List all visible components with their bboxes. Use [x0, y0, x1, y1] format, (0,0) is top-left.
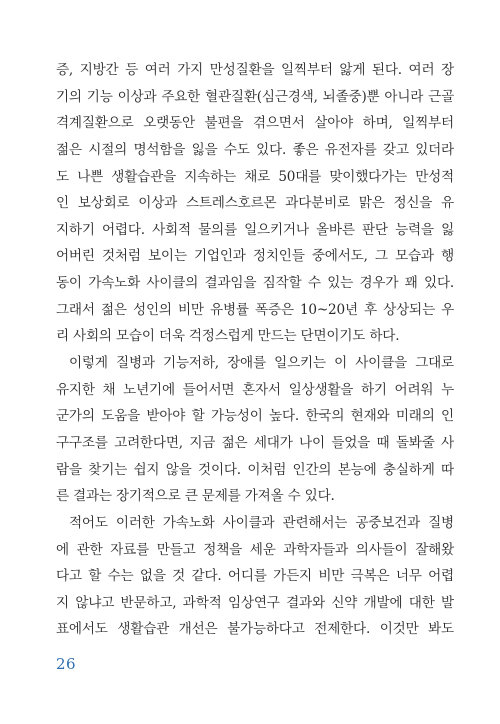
- text-line: 표에서도 생활습관 개선은 불가능하다고 전제한다. 이것만 봐도: [56, 621, 454, 638]
- text-line: 젊은 시절의 명석함을 잃을 수도 있다. 좋은 유전자를 갖고 있더라: [56, 141, 454, 158]
- text-line: 어버린 것처럼 보이는 기업인과 정치인들 중에서도, 그 모습과 행: [56, 248, 454, 265]
- text-line: 격계질환으로 오랫동안 불편을 겪으면서 살아야 하며, 일찍부터: [56, 115, 454, 132]
- text-line: 동이 가속노화 사이클의 결과임을 짐작할 수 있는 경우가 꽤 있다.: [56, 275, 454, 292]
- text-line: 증, 지방간 등 여러 가지 만성질환을 일찍부터 앓게 된다. 여러 장: [56, 62, 454, 78]
- text-line: 지하기 어렵다. 사회적 물의를 일으키거나 올바른 판단 능력을 잃: [56, 221, 454, 238]
- text-line: 기의 기능 이상과 주요한 혈관질환(심근경색, 뇌졸중)뿐 아니라 근골: [56, 88, 454, 105]
- text-line: 람을 찾기는 쉽지 않을 것이다. 이처럼 인간의 본능에 충실하게 따: [56, 461, 454, 478]
- text-line: 유지한 채 노년기에 들어서면 혼자서 일상생활을 하기 어려워 누: [56, 381, 454, 398]
- text-line-indented: 적어도 이러한 가속노화 사이클과 관련해서는 공중보건과 질병: [69, 514, 454, 531]
- text-line: 군가의 도움을 받아야 할 가능성이 높다. 한국의 현재와 미래의 인: [56, 408, 454, 425]
- paragraph-1: [56, 57, 454, 350]
- text-line: 리 사회의 모습이 더욱 걱정스럽게 만드는 단면이기도 하다.: [56, 328, 400, 345]
- page-number: 26: [56, 655, 77, 673]
- paragraph-3: [56, 510, 454, 643]
- text-line: 인 보상회로 이상과 스트레스호르몬 과다분비로 맑은 정신을 유: [56, 195, 454, 212]
- text-line-indented: 이렇게 질병과 기능저하, 장애를 일으키는 이 사이클을 그대로: [69, 355, 454, 372]
- text-line: 지 않냐고 반문하고, 과학적 임상연구 결과와 신약 개발에 대한 발: [56, 594, 454, 611]
- text-line: 그래서 젊은 성인의 비만 유병률 폭증은 10~20년 후 상상되는 우: [56, 301, 454, 318]
- text-line: 도 나쁜 생활습관을 지속하는 채로 50대를 맞이했다가는 만성적: [56, 168, 454, 185]
- text-line: 에 관한 자료를 만들고 정책을 세운 과학자들과 의사들이 잘해왔: [56, 541, 454, 558]
- text-line: 른 결과는 장기적으로 큰 문제를 가져올 수 있다.: [56, 488, 335, 505]
- text-line: 구구조를 고려한다면, 지금 젊은 세대가 나이 들었을 때 돌봐줄 사: [56, 434, 454, 451]
- paragraph-2: [56, 350, 454, 510]
- text-line: 다고 할 수는 없을 것 같다. 어디를 가든지 비만 극복은 너무 어렵: [56, 568, 454, 585]
- body-text: [56, 57, 454, 643]
